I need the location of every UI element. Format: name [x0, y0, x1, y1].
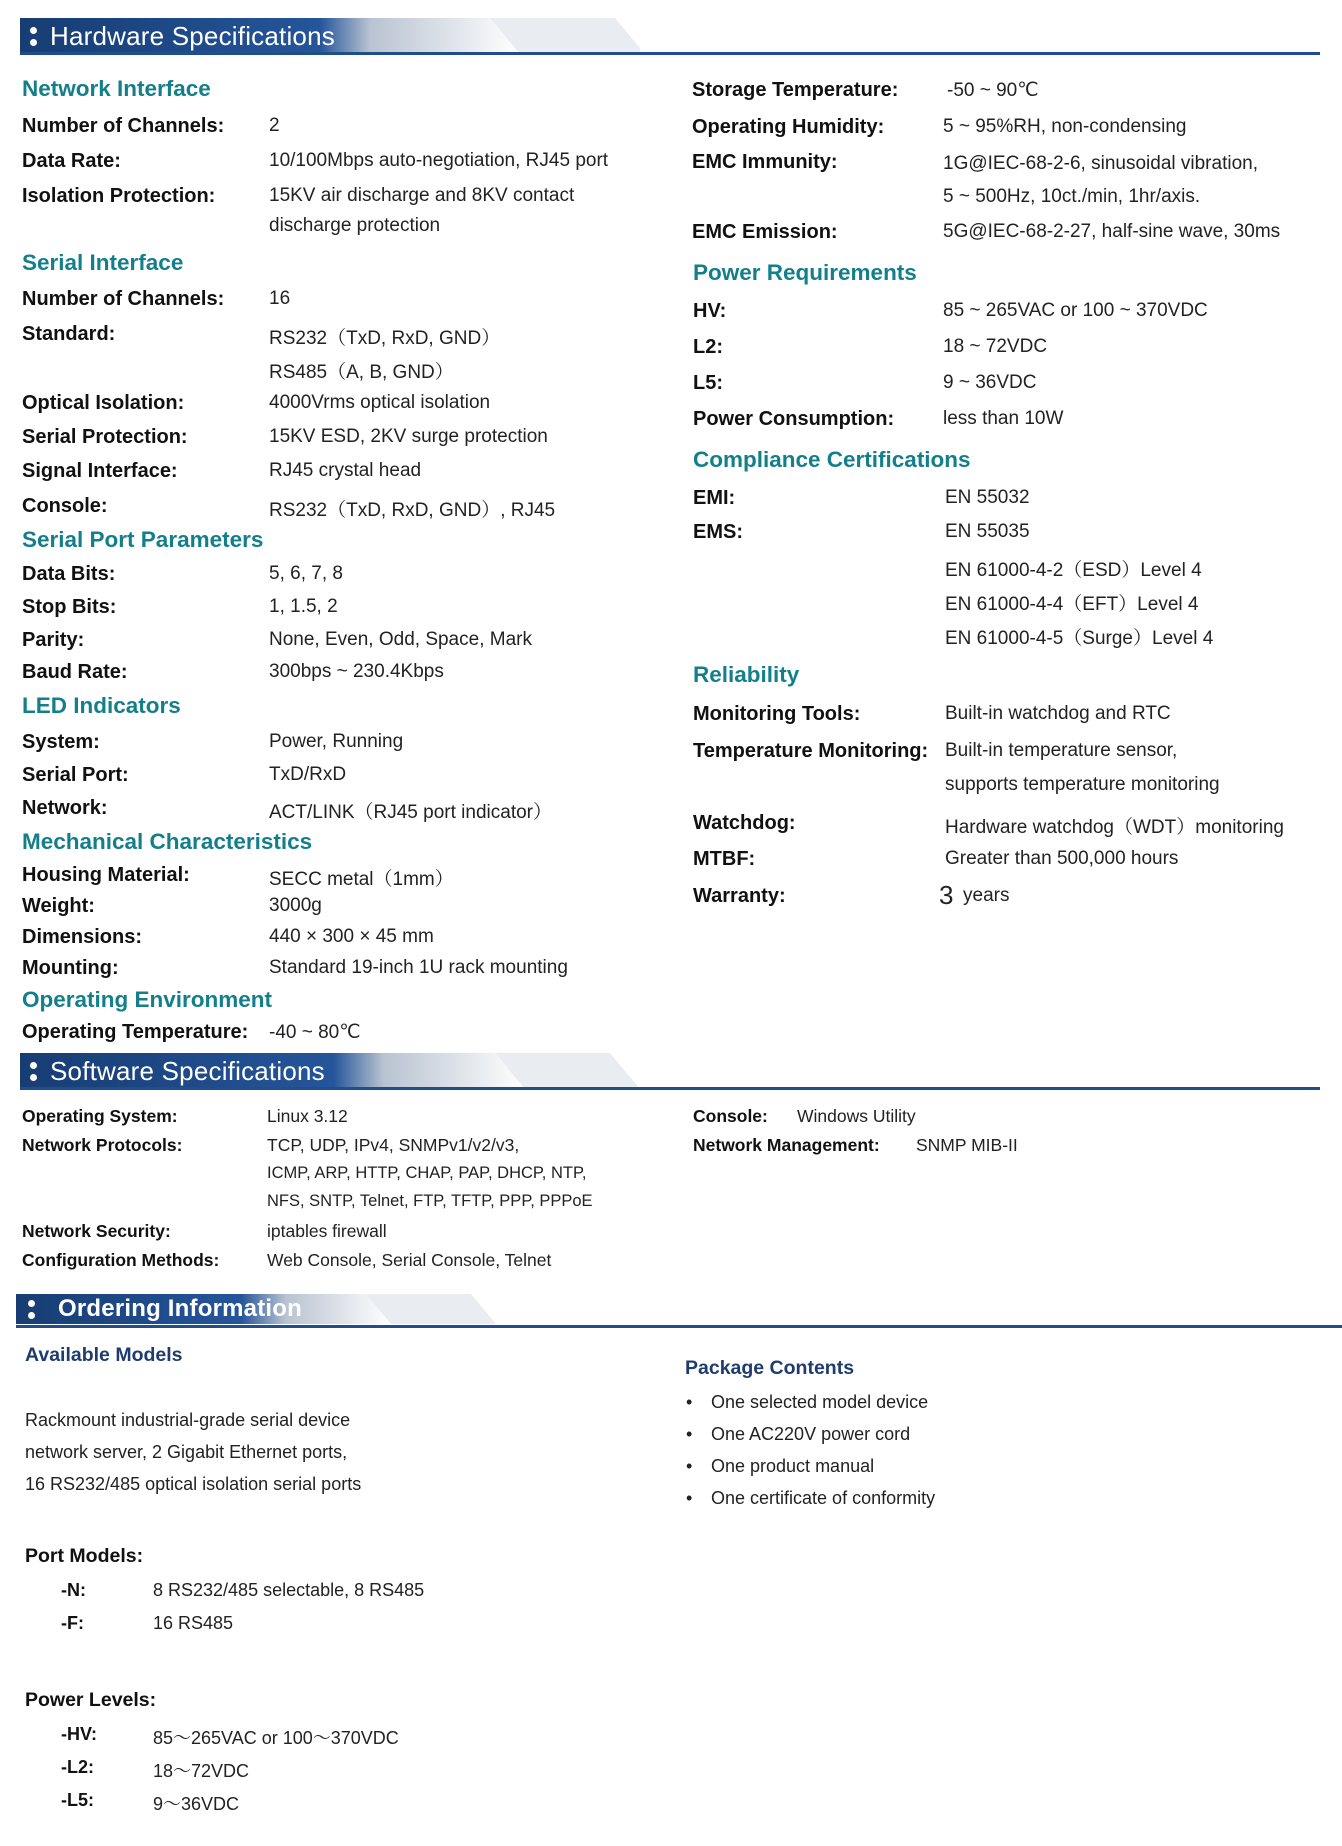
spec-value: ICMP, ARP, HTTP, CHAP, PAP, DHCP, NTP,	[267, 1164, 587, 1182]
spec-value: EN 55035	[945, 521, 1030, 542]
model-description-line: network server, 2 Gigabit Ethernet ports,	[25, 1442, 348, 1462]
heading-available-models: Available Models	[25, 1344, 183, 1366]
heading-serial-interface: Serial Interface	[22, 250, 184, 275]
spec-label: Signal Interface:	[22, 460, 178, 482]
spec-value: -40 ~ 80℃	[269, 1022, 361, 1043]
spec-label: EMS:	[693, 521, 743, 543]
spec-label: HV:	[693, 300, 727, 322]
spec-label: L5:	[693, 372, 723, 394]
package-item: • One selected model device	[711, 1392, 928, 1413]
spec-label: Network:	[22, 797, 108, 819]
warranty-number: 3	[939, 880, 954, 910]
spec-value: RS232（TxD, RxD, GND）	[269, 328, 501, 349]
spec-value: 5G@IEC-68-2-27, half-sine wave, 30ms	[943, 221, 1281, 242]
heading-serial-port-parameters: Serial Port Parameters	[22, 527, 264, 552]
model-code-value: 8 RS232/485 selectable, 8 RS485	[153, 1580, 425, 1600]
spec-value: TxD/RxD	[269, 764, 347, 785]
power-code: -HV:	[61, 1724, 97, 1744]
spec-value: 16	[269, 288, 291, 309]
heading-port-models: Port Models:	[25, 1545, 144, 1567]
spec-label: Warranty:	[693, 885, 786, 907]
spec-label: Data Rate:	[22, 150, 121, 172]
heading-operating-environment: Operating Environment	[22, 987, 273, 1012]
spec-value: EN 61000-4-2（ESD）Level 4	[945, 560, 1202, 581]
spec-value: RJ45 crystal head	[269, 460, 422, 481]
warranty-unit: years	[963, 885, 1010, 906]
spec-label: Stop Bits:	[22, 596, 117, 618]
spec-value: 10/100Mbps auto-negotiation, RJ45 port	[269, 150, 609, 171]
heading-power-levels: Power Levels:	[25, 1689, 157, 1711]
spec-label: Console:	[693, 1106, 768, 1126]
section-title: Hardware Specifications	[50, 21, 335, 51]
spec-label: Number of Channels:	[22, 115, 225, 137]
spec-label: Data Bits:	[22, 563, 116, 585]
spec-value: EN 55032	[945, 487, 1030, 508]
spec-value: 1G@IEC-68-2-6, sinusoidal vibration,	[943, 153, 1258, 174]
spec-label: Serial Port:	[22, 764, 129, 786]
spec-label: Power Consumption:	[693, 408, 895, 430]
spec-value: SNMP MIB-II	[916, 1135, 1018, 1155]
spec-label: Optical Isolation:	[22, 392, 185, 414]
section-title: Ordering Information	[58, 1295, 302, 1322]
spec-label: Standard:	[22, 323, 116, 345]
spec-value: iptables firewall	[267, 1221, 387, 1241]
spec-label: Operating Temperature:	[22, 1021, 249, 1043]
spec-label: Parity:	[22, 629, 85, 651]
bullet-dots-icon	[30, 1062, 37, 1086]
model-code-value: 16 RS485	[153, 1613, 234, 1633]
spec-label: Network Management:	[693, 1135, 880, 1155]
package-item: • One certificate of conformity	[711, 1488, 935, 1509]
spec-value: Greater than 500,000 hours	[945, 848, 1179, 869]
spec-value: 2	[269, 115, 280, 136]
spec-value: Web Console, Serial Console, Telnet	[267, 1250, 552, 1270]
power-code-value: 18～72VDC	[153, 1761, 250, 1781]
spec-label: EMC Immunity:	[692, 151, 838, 173]
spec-label: Watchdog:	[693, 812, 796, 834]
spec-value: supports temperature monitoring	[945, 774, 1220, 795]
section-title: Software Specifications	[50, 1056, 325, 1086]
spec-label: MTBF:	[693, 848, 756, 870]
package-item: • One AC220V power cord	[711, 1424, 910, 1445]
spec-label: Temperature Monitoring:	[693, 740, 929, 762]
spec-value: None, Even, Odd, Space, Mark	[269, 629, 532, 650]
spec-value: 5, 6, 7, 8	[269, 563, 343, 584]
model-description-line: Rackmount industrial-grade serial device	[25, 1410, 351, 1430]
spec-label: EMI:	[693, 487, 736, 509]
spec-value: 85 ~ 265VAC or 100 ~ 370VDC	[943, 300, 1208, 321]
spec-label: Console:	[22, 495, 108, 517]
spec-value: discharge protection	[269, 215, 441, 236]
spec-value: 18 ~ 72VDC	[943, 336, 1048, 357]
spec-label: Baud Rate:	[22, 661, 128, 683]
spec-value: 440 × 300 × 45 mm	[269, 926, 434, 947]
power-code: -L5:	[61, 1790, 94, 1810]
bullet-dots-icon	[30, 27, 37, 51]
spec-label: Dimensions:	[22, 926, 143, 948]
heading-package-contents: Package Contents	[685, 1357, 855, 1379]
spec-value: 15KV ESD, 2KV surge protection	[269, 426, 548, 447]
spec-value: ACT/LINK（RJ45 port indicator）	[269, 802, 552, 823]
spec-value: EN 61000-4-4（EFT）Level 4	[945, 594, 1199, 615]
model-description-line: 16 RS232/485 optical isolation serial ports	[25, 1474, 362, 1494]
heading-mechanical: Mechanical Characteristics	[22, 829, 313, 854]
spec-label: System:	[22, 731, 100, 753]
spec-label: Housing Material:	[22, 864, 190, 886]
spec-label: L2:	[693, 336, 723, 358]
package-item: • One product manual	[711, 1456, 874, 1477]
spec-value: Built-in watchdog and RTC	[945, 703, 1171, 724]
spec-label: EMC Emission:	[692, 221, 838, 243]
spec-value: EN 61000-4-5（Surge）Level 4	[945, 628, 1214, 649]
spec-label: Monitoring Tools:	[693, 703, 861, 725]
heading-compliance: Compliance Certifications	[693, 447, 971, 472]
spec-label: Operating System:	[22, 1106, 178, 1126]
spec-label: Network Protocols:	[22, 1135, 183, 1155]
spec-label: Mounting:	[22, 957, 119, 979]
spec-label: Operating Humidity:	[692, 116, 885, 138]
ordering-section-header	[16, 1294, 1342, 1330]
spec-value: 300bps ~ 230.4Kbps	[269, 661, 444, 682]
spec-value: 9 ~ 36VDC	[943, 372, 1037, 393]
spec-value: 5 ~ 95%RH, non-condensing	[943, 116, 1187, 137]
model-code: -N:	[61, 1580, 86, 1600]
spec-value: 1, 1.5, 2	[269, 596, 338, 617]
spec-label: Number of Channels:	[22, 288, 225, 310]
spec-value: Built-in temperature sensor,	[945, 740, 1178, 761]
spec-label: Serial Protection:	[22, 426, 188, 448]
spec-value: -50 ~ 90℃	[947, 80, 1039, 101]
power-code-value: 85～265VAC or 100～370VDC	[153, 1728, 399, 1748]
spec-label: Weight:	[22, 895, 95, 917]
spec-value: less than 10W	[943, 408, 1064, 429]
power-code-value: 9～36VDC	[153, 1794, 240, 1814]
spec-value: RS485（A, B, GND）	[269, 362, 454, 383]
software-section-header	[20, 1053, 1320, 1089]
model-code: -F:	[61, 1613, 84, 1633]
hardware-section-header	[20, 18, 1320, 54]
spec-value: Power, Running	[269, 731, 404, 752]
spec-value: RS232（TxD, RxD, GND）, RJ45	[269, 500, 556, 521]
heading-power-requirements: Power Requirements	[693, 260, 917, 285]
spec-value: Standard 19-inch 1U rack mounting	[269, 957, 568, 978]
spec-label: Isolation Protection:	[22, 185, 216, 207]
spec-value: 3000g	[269, 895, 322, 916]
spec-value: SECC metal（1mm）	[269, 869, 454, 890]
spec-value: 15KV air discharge and 8KV contact	[269, 185, 575, 206]
bullet-dots-icon	[28, 1300, 35, 1324]
spec-label: Storage Temperature:	[692, 79, 899, 101]
spec-value: TCP, UDP, IPv4, SNMPv1/v2/v3,	[267, 1135, 520, 1155]
spec-value: 5 ~ 500Hz, 10ct./min, 1hr/axis.	[943, 186, 1201, 207]
spec-label: Configuration Methods:	[22, 1250, 220, 1270]
heading-led-indicators: LED Indicators	[22, 693, 181, 718]
spec-value: 4000Vrms optical isolation	[269, 392, 491, 413]
spec-label: Network Security:	[22, 1221, 171, 1241]
power-code: -L2:	[61, 1757, 94, 1777]
heading-network-interface: Network Interface	[22, 76, 211, 101]
spec-value: Linux 3.12	[267, 1106, 348, 1126]
spec-value: Hardware watchdog（WDT）monitoring	[945, 817, 1284, 838]
heading-reliability: Reliability	[693, 662, 800, 687]
spec-value: Windows Utility	[797, 1106, 916, 1126]
spec-value: NFS, SNTP, Telnet, FTP, TFTP, PPP, PPPoE	[267, 1192, 593, 1210]
